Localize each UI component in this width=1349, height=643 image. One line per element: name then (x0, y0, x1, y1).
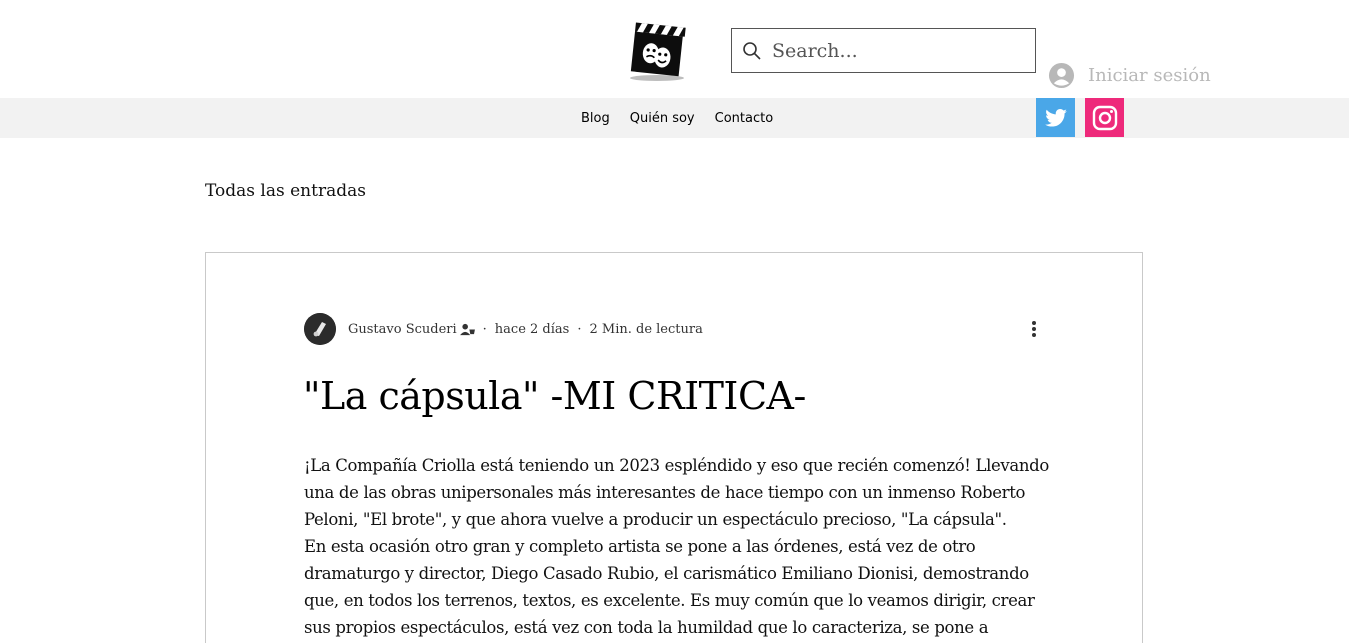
instagram-icon (1092, 105, 1118, 131)
post-paragraph: En esta ocasión otro gran y completo artista se pone a las órdenes, está vez de otro dramaturgo y director, Diego Casado Rubio, el carismático Emiliano Dionisi, demostrando que, en todos los terrenos, textos, es excelente. Es muy común que lo veamos dirigir, crear sus propios espectáculos, está vez con toda la humildad que lo caracteriza, se pone a (304, 537, 1035, 637)
author-photo-icon (304, 313, 336, 345)
author-name[interactable]: Gustavo Scuderi (348, 321, 457, 337)
search-box[interactable] (731, 28, 1036, 73)
read-time: 2 Min. de lectura (589, 321, 703, 337)
user-avatar-icon (1048, 62, 1075, 89)
post-title[interactable]: "La cápsula" -MI CRITICA- (303, 374, 806, 418)
clapperboard-icon (627, 20, 689, 84)
site-logo[interactable] (627, 20, 689, 84)
nav-item-contacto[interactable]: Contacto (714, 110, 774, 126)
nav-item-quien-soy[interactable]: Quién soy (629, 110, 695, 126)
post-paragraph: ¡La Compañía Criolla está teniendo un 2023 espléndido y eso que recién comenzó! Llevando una de las obras unipersonales más interesantes de hace tiempo con un inmenso Roberto Peloni, "El brote", y que ahora vuelve a producir un espectáculo precioso, "La cápsula". (304, 456, 1049, 529)
nav-item-blog[interactable]: Blog (581, 110, 610, 126)
twitter-link[interactable] (1036, 98, 1075, 137)
post-body (304, 452, 1052, 641)
meta-separator: · (482, 321, 487, 337)
meta-separator: · (577, 321, 582, 337)
search-icon (742, 41, 762, 61)
search-input[interactable] (772, 40, 1022, 62)
admin-crown-icon (460, 323, 475, 336)
more-actions-button[interactable] (1027, 319, 1041, 339)
post-meta (304, 313, 703, 345)
post-date: hace 2 días (494, 321, 570, 337)
main-nav (571, 98, 783, 138)
instagram-link[interactable] (1085, 98, 1124, 137)
login-label: Iniciar sesión (1088, 65, 1211, 86)
login-button[interactable] (1048, 62, 1211, 89)
twitter-icon (1045, 109, 1067, 127)
author-avatar[interactable] (304, 313, 336, 345)
more-dots-icon (1032, 321, 1036, 325)
all-posts-link[interactable]: Todas las entradas (205, 181, 366, 201)
